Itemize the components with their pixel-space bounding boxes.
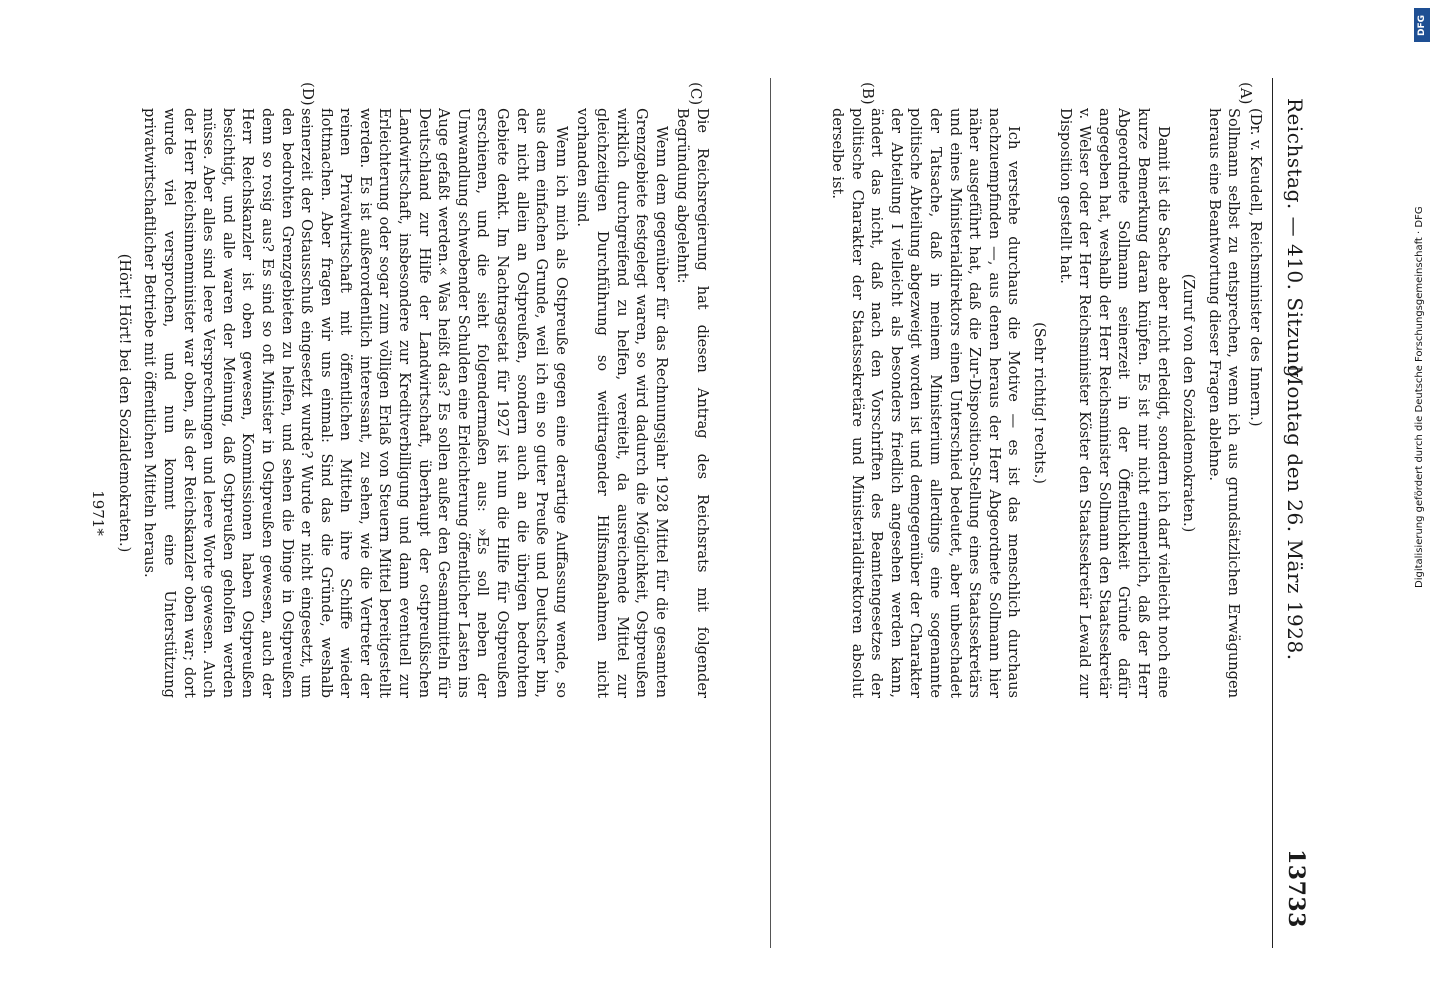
header-date: Montag den 26. März 1928.	[1283, 365, 1307, 661]
margin-letter-d: (D)	[299, 82, 317, 106]
paragraph: Wenn ich mich als Ostpreuße gegen eine derartige Auffassung wende, so aus dem einfachen Grunde, weil ich ein so guter Preuße und Deutscher bin, der nicht allein an Ostpreußen, sondern auch an die übrigen bedrohten Gebiete denkt. Im Nachtragsetat für 1927 ist nun die Hilfe für Ostpreußen erschienen, und die sieht folgendermaßen aus: »Es soll neben der Umwandlung schwebender Schulden eine Erleichterung öffentlicher Lasten ins Auge gefaßt werden.« Was heißt das? Es sollen außer den Gesamtmitteln für Deutschland zur Hilfe der Landwirtschaft, überhaupt der ostpreußischen Landwirtschaft, insbesondere zur Kreditverbilligung und dann eventuell zur Erleichterung oder sogar zum völligen Erlaß von Steuern Mittel bereitgestellt werden. Es ist außerordentlich interessant, zu sehen, wie die Vertreter der reinen Privatwirtschaft mit öffentlichen Mitteln ihre Schiffe wieder flottmachen. Aber fragen wir uns einmal: Sind das die Gründe, weshalb seinerzeit der Ostausschuß eingesetzt wurde? Wurde er nicht eingesetzt, um den bedrohten Grenzgebieten zu helfen, und sehen die Dinge in Ostpreußen denn so rosig aus? Es sind so oft Minister in Ostpreußen gewesen, auch der Herr Reichskanzler ist oben gewesen, Kommissionen haben Ostpreußen besichtigt, und alle waren der Meinung, daß Ostpreußen geholfen werden müsse. Aber alles sind leere Versprechungen und leere Worte gewesen. Auch der Herr Reichsinnenminister war oben, als der Reichskanzler oben war; dort wurde viel versprochen, und nun kommt eine Unterstützung privatwirtschaftlicher Betriebe mit öffentlichen Mitteln heraus.	[141, 108, 570, 698]
left-column	[825, 108, 1265, 698]
quotation: Wenn dem gegenüber für das Rechnungsjahr 1928 Mittel für die gesamten Grenzgebiete festgelegt waren, so wird dadurch die Möglichkeit, Ostpreußen wirklich durchgreifend zu helfen, vereitelt, da ausreichende Mittel zur gleichzeitigen Durchführung so weittragender Hilfsmaßnahmen nicht vorhanden sind.	[574, 108, 670, 698]
printer-signature: 1971*	[89, 490, 107, 536]
page-number: 13733	[1283, 848, 1309, 928]
document-page	[77, 78, 1317, 948]
interjection: (Sehr richtig! rechts.)	[1031, 322, 1049, 484]
header-session: Reichstag. — 410. Sitzung.	[1283, 98, 1307, 385]
margin-letter-a: (A)	[1237, 82, 1255, 105]
paragraph: Die Reichsregierung hat diesen Antrag des Reichsrats mit folgender Begründung abgelehnt:	[674, 108, 711, 698]
interjection: (Hört! Hört! bei den Sozialdemokraten.)	[115, 253, 133, 553]
dfg-notice	[1412, 8, 1432, 588]
margin-letter-c: (C)	[687, 82, 705, 106]
speaker-note: (Dr. v. Keudell, Reichsminister des Innern.)	[1247, 108, 1264, 427]
paragraph: Ich verstehe durchaus die Motive — es ist das menschlich durchaus nachzuempfinden —, aus denen heraus der Herr Abgeordnete Sollmann hier näher ausgeführt hat, daß die Zur-Disposition-Stellung eines Staatssekretärs und eines Ministerialdirektors einen Unterschied bedeutet, aber unbeschadet der Tatsache, daß in meinem Ministerium allerdings eine sogenannte politische Abteilung abgezweigt worden ist und demgegenüber der Charakter der Abteilung I vielleicht als besonders friedlich angesehen werden kann, ändert das nicht, daß nach den Vorschriften des Beamtengesetzes der politische Charakter der Staatssekretäre und Ministerialdirektoren absolut derselbe ist.	[829, 108, 1023, 698]
right-column	[112, 108, 712, 698]
paragraph: Damit ist die Sache aber nicht erledigt, sondern ich darf vielleicht noch eine kurze Bemerkung daran knüpfen. Es ist mir nicht erinnerlich, daß der Herr Abgeordnete Sollmann seinerzeit in der Öffentlichkeit Gründe dafür angegeben hat, weshalb der Herr Reichsminister Sollmann den Staatssekretär v. Welser oder der Herr Reichsminister Köster den Staatssekretär Lewald zur Disposition gestellt hat.	[1056, 108, 1172, 698]
margin-letter-b: (B)	[859, 82, 877, 105]
column-divider	[770, 78, 771, 948]
page-header	[1272, 78, 1317, 948]
interjection: (Zuruf von den Sozialdemokraten.)	[1180, 273, 1198, 533]
paragraph: Sollmann selbst zu entsprechen, wenn ich aus grundsätzlichen Erwägungen heraus eine Beantwortung dieser Fragen ablehne.	[1205, 108, 1243, 698]
dfg-logo: DFG	[1414, 8, 1430, 42]
dfg-text: Digitalisierung gefördert durch die Deutsche Forschungsgemeinschaft · DFG	[1414, 206, 1425, 588]
